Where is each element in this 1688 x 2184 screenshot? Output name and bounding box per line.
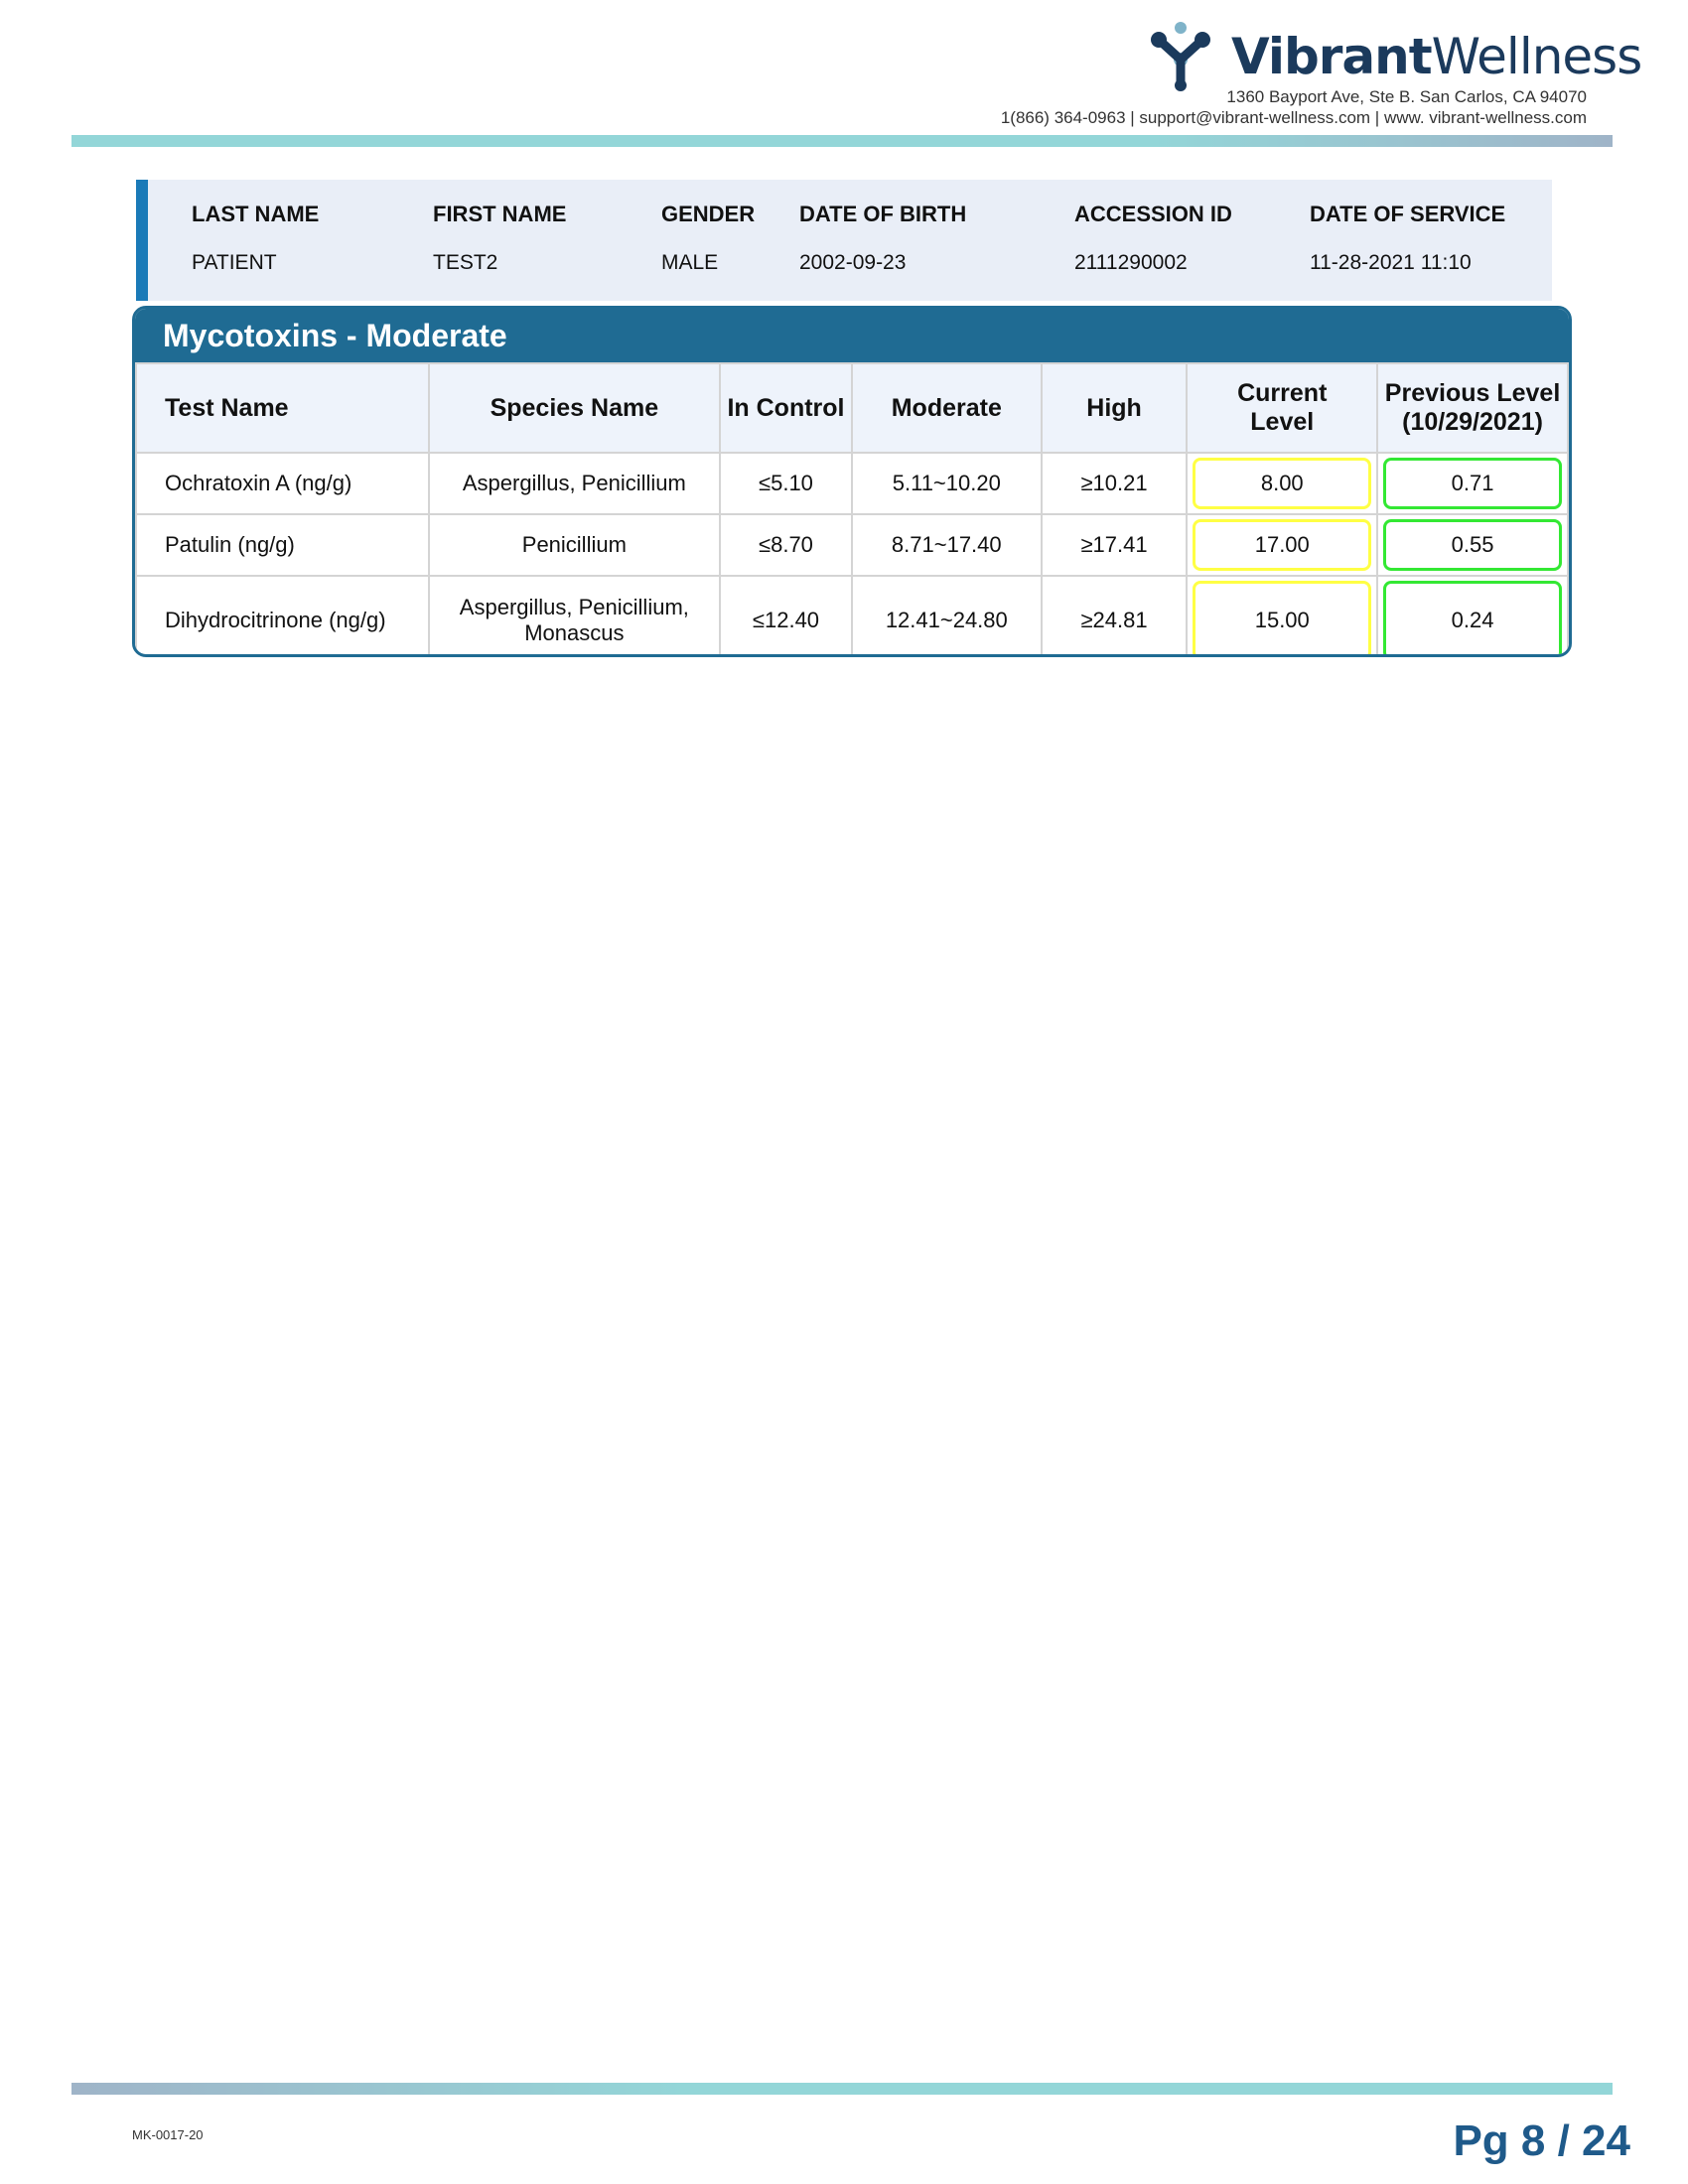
table-header-row xyxy=(136,363,1568,453)
species-cell: Penicillium xyxy=(429,514,720,576)
test-name-cell: Dihydrocitrinone (ng/g) xyxy=(136,576,429,657)
panel-accent-bar xyxy=(136,180,148,301)
last-name-value: PATIENT xyxy=(192,251,277,274)
results-table xyxy=(135,362,1569,657)
page-number: Pg 8 / 24 xyxy=(1453,2116,1630,2165)
previous-level-cell xyxy=(1377,453,1568,514)
first-name-value: TEST2 xyxy=(433,251,498,274)
table-row xyxy=(136,453,1568,514)
current-level-value: 8.00 xyxy=(1193,458,1371,509)
previous-level-cell xyxy=(1377,576,1568,657)
previous-level-cell xyxy=(1377,514,1568,576)
brand-logo xyxy=(1147,22,1642,91)
col-species-name: Species Name xyxy=(429,363,720,453)
moderate-range-cell: 8.71~17.40 xyxy=(852,514,1042,576)
col-in-control: In Control xyxy=(720,363,852,453)
gender-field xyxy=(661,202,755,275)
dob-label: DATE OF BIRTH xyxy=(799,202,967,226)
first-name-field xyxy=(433,202,566,275)
last-name-field xyxy=(192,202,319,275)
current-level-cell xyxy=(1187,514,1377,576)
col-moderate: Moderate xyxy=(852,363,1042,453)
test-name-cell: Patulin (ng/g) xyxy=(136,514,429,576)
brand-name: VibrantWellness xyxy=(1231,28,1642,85)
header-divider xyxy=(71,135,1613,147)
moderate-range-cell: 12.41~24.80 xyxy=(852,576,1042,657)
accession-value: 2111290002 xyxy=(1074,251,1188,274)
accession-field xyxy=(1074,202,1232,275)
dob-value: 2002-09-23 xyxy=(799,251,907,274)
col-high: High xyxy=(1042,363,1188,453)
lab-contact: 1(866) 364-0963 | support@vibrant-wellness.com | www. vibrant-wellness.com xyxy=(1000,108,1587,127)
col-current-level: Current Level xyxy=(1187,363,1377,453)
current-level-value: 17.00 xyxy=(1193,519,1371,571)
document-code: MK-0017-20 xyxy=(132,2127,204,2142)
col-test-name: Test Name xyxy=(136,363,429,453)
high-range-cell: ≥17.41 xyxy=(1042,514,1188,576)
patient-info-panel xyxy=(136,180,1552,301)
previous-level-value: 0.71 xyxy=(1383,458,1562,509)
molecule-logo-icon xyxy=(1147,22,1226,91)
mycotoxins-section xyxy=(132,306,1572,657)
table-row xyxy=(136,514,1568,576)
current-level-cell xyxy=(1187,576,1377,657)
species-cell: Aspergillus, Penicillium xyxy=(429,453,720,514)
test-name-cell: Ochratoxin A (ng/g) xyxy=(136,453,429,514)
lab-address: 1360 Bayport Ave, Ste B. San Carlos, CA 94070 xyxy=(1226,87,1587,106)
first-name-label: FIRST NAME xyxy=(433,202,567,226)
table-row xyxy=(136,576,1568,657)
in-control-cell: ≤12.40 xyxy=(720,576,852,657)
in-control-cell: ≤8.70 xyxy=(720,514,852,576)
previous-level-value: 0.24 xyxy=(1383,581,1562,657)
accession-label: ACCESSION ID xyxy=(1074,202,1232,226)
service-date-label: DATE OF SERVICE xyxy=(1310,202,1506,226)
service-date-value: 11-28-2021 11:10 xyxy=(1310,251,1472,274)
current-level-value: 15.00 xyxy=(1193,581,1371,657)
col-previous-level: Previous Level (10/29/2021) xyxy=(1377,363,1568,453)
high-range-cell: ≥24.81 xyxy=(1042,576,1188,657)
gender-value: MALE xyxy=(661,251,719,274)
species-cell: Aspergillus, Penicillium, Monascus xyxy=(429,576,720,657)
current-level-cell xyxy=(1187,453,1377,514)
service-date-field xyxy=(1310,202,1505,275)
last-name-label: LAST NAME xyxy=(192,202,320,226)
footer-divider xyxy=(71,2083,1613,2095)
in-control-cell: ≤5.10 xyxy=(720,453,852,514)
moderate-range-cell: 5.11~10.20 xyxy=(852,453,1042,514)
high-range-cell: ≥10.21 xyxy=(1042,453,1188,514)
previous-level-value: 0.55 xyxy=(1383,519,1562,571)
dob-field xyxy=(799,202,966,275)
section-title: Mycotoxins - Moderate xyxy=(135,309,1569,362)
gender-label: GENDER xyxy=(661,202,756,226)
